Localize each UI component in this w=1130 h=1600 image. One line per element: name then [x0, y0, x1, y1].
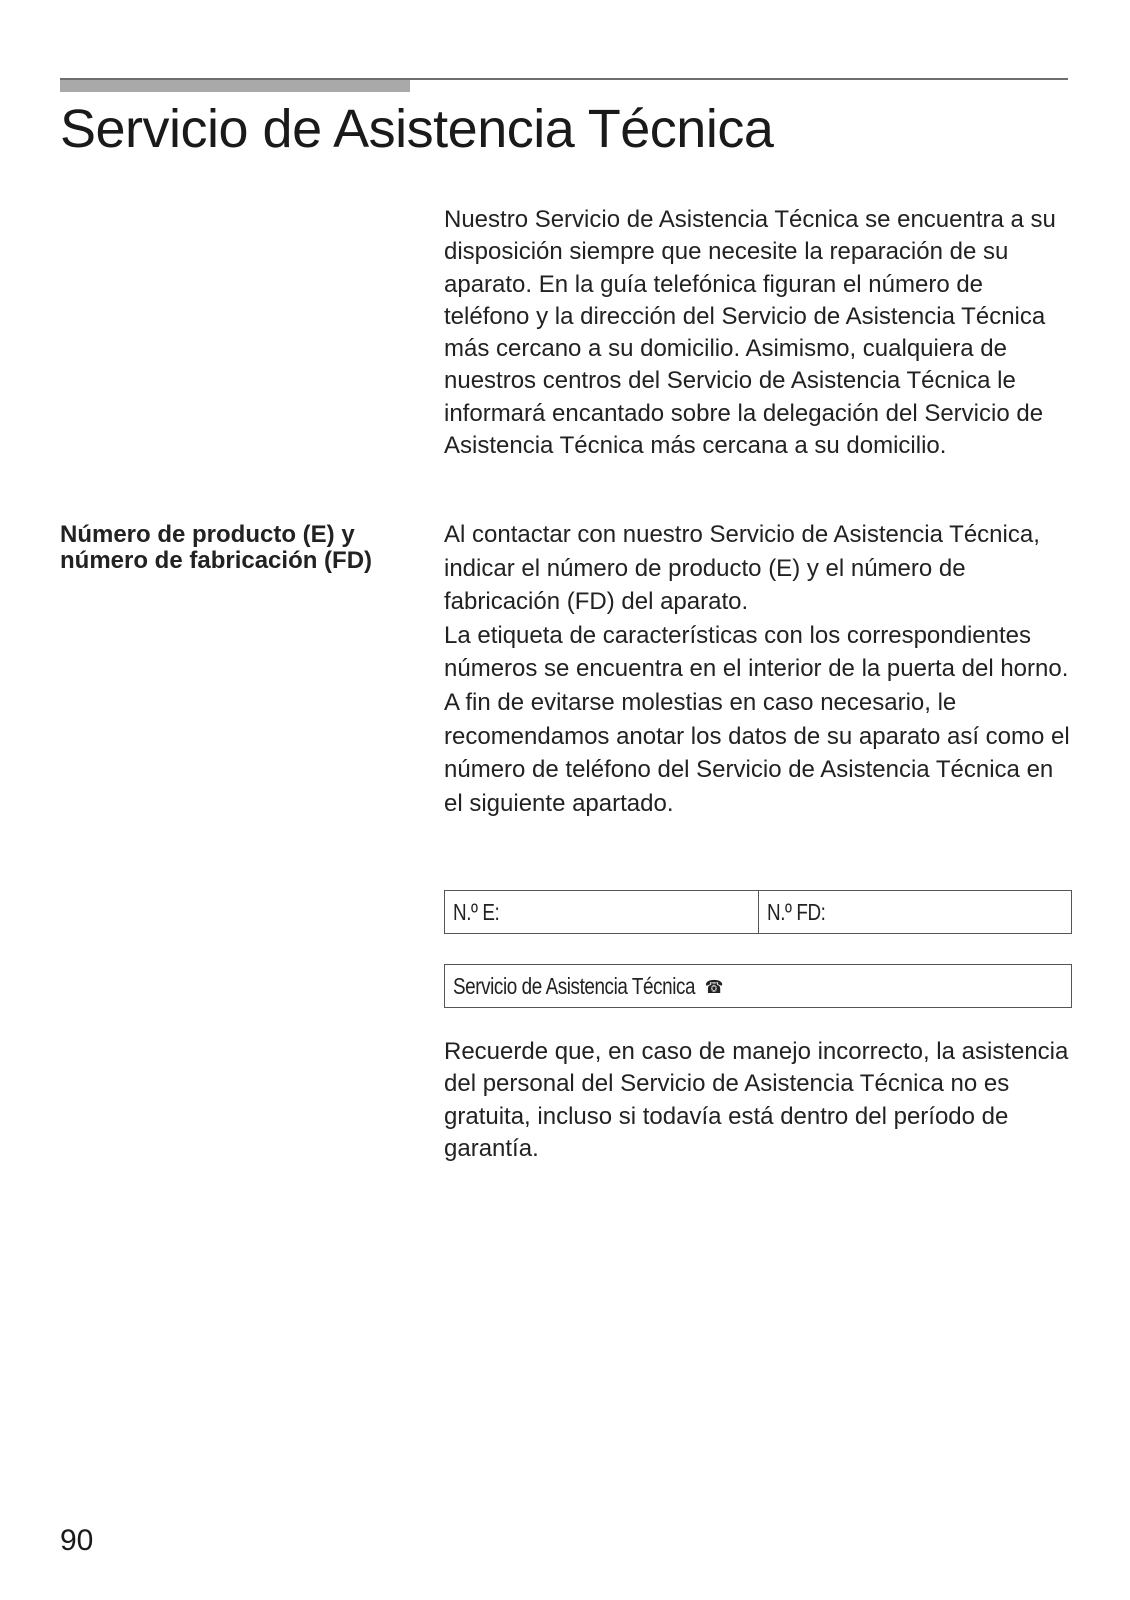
service-phone-label-wrap [453, 973, 723, 1000]
page-title: Servicio de Asistencia Técnica [60, 99, 774, 159]
service-phone-field[interactable] [445, 965, 1071, 1007]
product-heading-line-2: número de fabricación (FD) [60, 547, 373, 574]
intro-paragraph: Nuestro Servicio de Asistencia Técnica se encuentra a su disposición siempre que necesite la reparación de su aparato. En la guía telefónica figuran el número de teléfono y la dirección del Servicio de Asistencia Técnica más cercano a su domicilio. Asimismo, cualquiera de nuestros centros del Servicio de Asistencia Técnica le informará encantado sobre la delegación del Servicio de Asistencia Técnica más cercana a su domicilio. [444, 206, 1056, 460]
e-number-label: N.º E: [453, 898, 500, 925]
header-accent-bar [60, 80, 410, 92]
telephone-icon: ☎ [704, 976, 723, 997]
product-paragraph-1: Al contactar con nuestro Servicio de Asistencia Técnica, indicar el número de producto (E) y el número de fabricación (FD) del aparato. [444, 521, 1040, 616]
product-section-body [444, 518, 1074, 820]
service-phone-box [444, 964, 1072, 1008]
page-number: 90 [60, 1524, 94, 1557]
service-phone-label: Servicio de Asistencia Técnica [453, 972, 696, 999]
product-section-heading [60, 522, 420, 574]
warranty-note: Recuerde que, en caso de manejo incorrecto, la asistencia del personal del Servicio de Asistencia Técnica no es gratuita, incluso si todavía está dentro del período de garantía. [444, 1038, 1069, 1162]
fd-number-field[interactable] [758, 891, 1072, 933]
product-paragraph-3: A fin de evitarse molestias en caso necesario, le recomendamos anotar los datos de su aparato así como el número de teléfono del Servicio de Asistencia Técnica en el siguiente apartado. [444, 688, 1070, 817]
product-paragraph-2: La etiqueta de características con los correspondientes números se encuentra en el interior de la puerta del horno. [444, 621, 1069, 683]
product-heading-line-1: Número de producto (E) y [60, 521, 355, 548]
e-number-field[interactable] [445, 891, 758, 933]
fd-number-label: N.º FD: [766, 898, 826, 925]
product-numbers-box [444, 890, 1072, 934]
